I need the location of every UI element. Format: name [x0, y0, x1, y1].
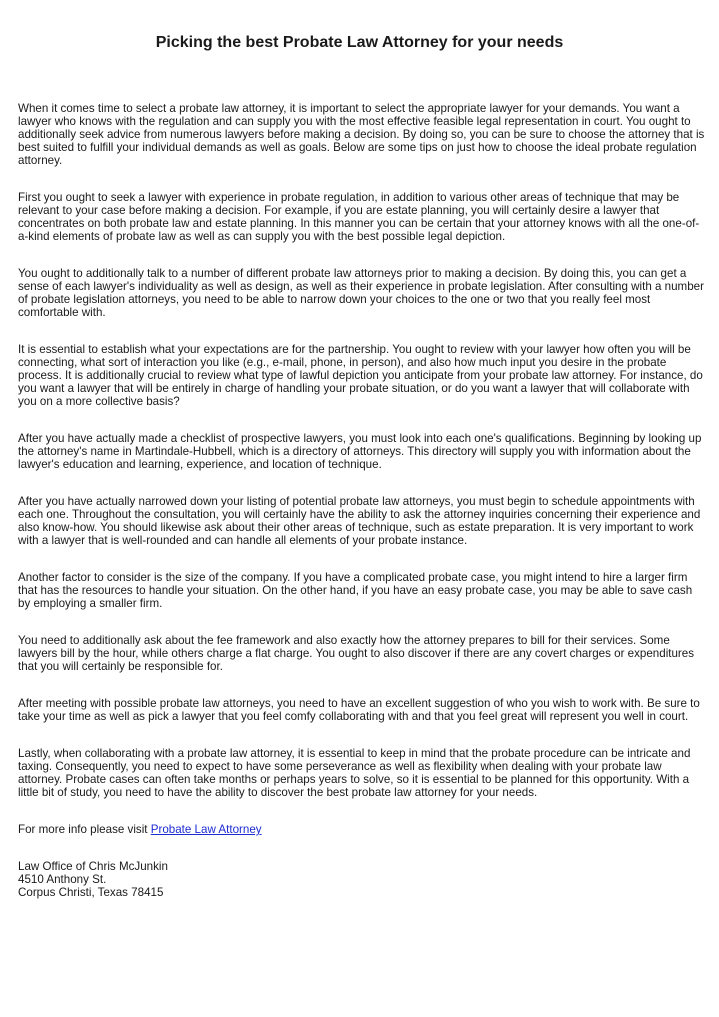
document-body	[18, 102, 706, 899]
paragraph-2: First you ought to seek a lawyer with experience in probate regulation, in addition to various other areas of technique that may be relevant to your case before making a decision. For example, if you are estate planning, you will certainly desire a lawyer that concentrates on both probate law and estate planning. In this manner you can be certain that your attorney knows with all the one-of-a-kind elements of probate law as well as can supply you with the best possible legal depiction.	[18, 191, 700, 243]
more-info-line	[18, 823, 706, 836]
paragraph-7: Another factor to consider is the size of the company. If you have a complicated probate case, you might intend to hire a larger firm that has the resources to handle your situation. On the other hand, if you have an easy probate case, you may be able to save cash by employing a smaller firm.	[18, 571, 693, 610]
paragraph-5: After you have actually made a checklist of prospective lawyers, you must look into each one's qualifications. Beginning by looking up the attorney's name in Martindale-Hubbell, which is a directory of attorneys. This directory will supply you with information about the lawyer's education and learning, experience, and location of technique.	[18, 432, 702, 471]
page-title: Picking the best Probate Law Attorney for your needs	[155, 34, 564, 51]
more-info-prefix: For more info please visit	[18, 823, 151, 836]
paragraph-9: After meeting with possible probate law attorneys, you need to have an excellent suggestion of who you wish to work with. Be sure to take your time as well as pick a lawyer that you feel comfy collaborating with and that you feel great will represent you well in court.	[18, 697, 700, 723]
paragraph-3: You ought to additionally talk to a number of different probate law attorneys prior to making a decision. By doing this, you can get a sense of each lawyer's individuality as well as design, as well as their experience in probate legislation. After consulting with a number of probate legislation attorneys, you need to be able to narrow down your choices to the one or two that you really feel most comfortable with.	[18, 267, 704, 319]
paragraph-10: Lastly, when collaborating with a probate law attorney, it is essential to keep in mind that the probate procedure can be intricate and taxing. Consequently, you need to expect to have some perseverance as well as flexibility when dealing with your probate law attorney. Probate cases can often take months or perhaps years to solve, so it is essential to be planned for this opportunity. With a little bit of study, you need to have the ability to discover the best probate law attorney for your needs.	[18, 747, 691, 799]
paragraph-6: After you have actually narrowed down your listing of potential probate law attorneys, you must begin to schedule appointments with each one. Throughout the consultation, you will certainly have the ability to ask the attorney inquiries concerning their experience and also know-how. You should likewise ask about their other areas of technique, such as estate preparation. It is very important to work with a lawyer that is well-rounded and can handle all elements of your probate instance.	[18, 495, 701, 547]
address-line-street: 4510 Anthony St.	[18, 873, 107, 886]
probate-law-attorney-link[interactable]: Probate Law Attorney	[150, 823, 262, 836]
paragraph-4: It is essential to establish what your expectations are for the partnership. You ought to review with your lawyer how often you will be connecting, what sort of interaction you like (e.g., e-mail, phone, in person), and also how much input you desire in the probate process. It is additionally crucial to review what type of lawful depiction you anticipate from your probate law attorney. For instance, do you want a lawyer that will be entirely in charge of handling your probate situation, or do you want a lawyer that will collaborate with you on a more collective basis?	[18, 343, 703, 408]
address-line-office: Law Office of Chris McJunkin	[18, 860, 168, 873]
address-block	[18, 860, 706, 899]
address-line-city: Corpus Christi, Texas 78415	[18, 886, 164, 899]
paragraph-8: You need to additionally ask about the fee framework and also exactly how the attorney prepares to bill for their services. Some lawyers bill by the hour, while others charge a flat charge. You ought to also discover if there are any covert charges or expenditures that you will certainly be responsible for.	[18, 634, 695, 673]
paragraph-1: When it comes time to select a probate law attorney, it is important to select the appropriate lawyer for your demands. You want a lawyer who knows with the regulation and can supply you with the most effective feasible legal representation in court. You ought to additionally seek advice from numerous lawyers before making a decision. By doing so, you can be sure to choose the attorney that is best suited to fulfill your individual demands as well as goals. Below are some tips on just how to choose the ideal probate regulation attorney.	[18, 102, 705, 167]
